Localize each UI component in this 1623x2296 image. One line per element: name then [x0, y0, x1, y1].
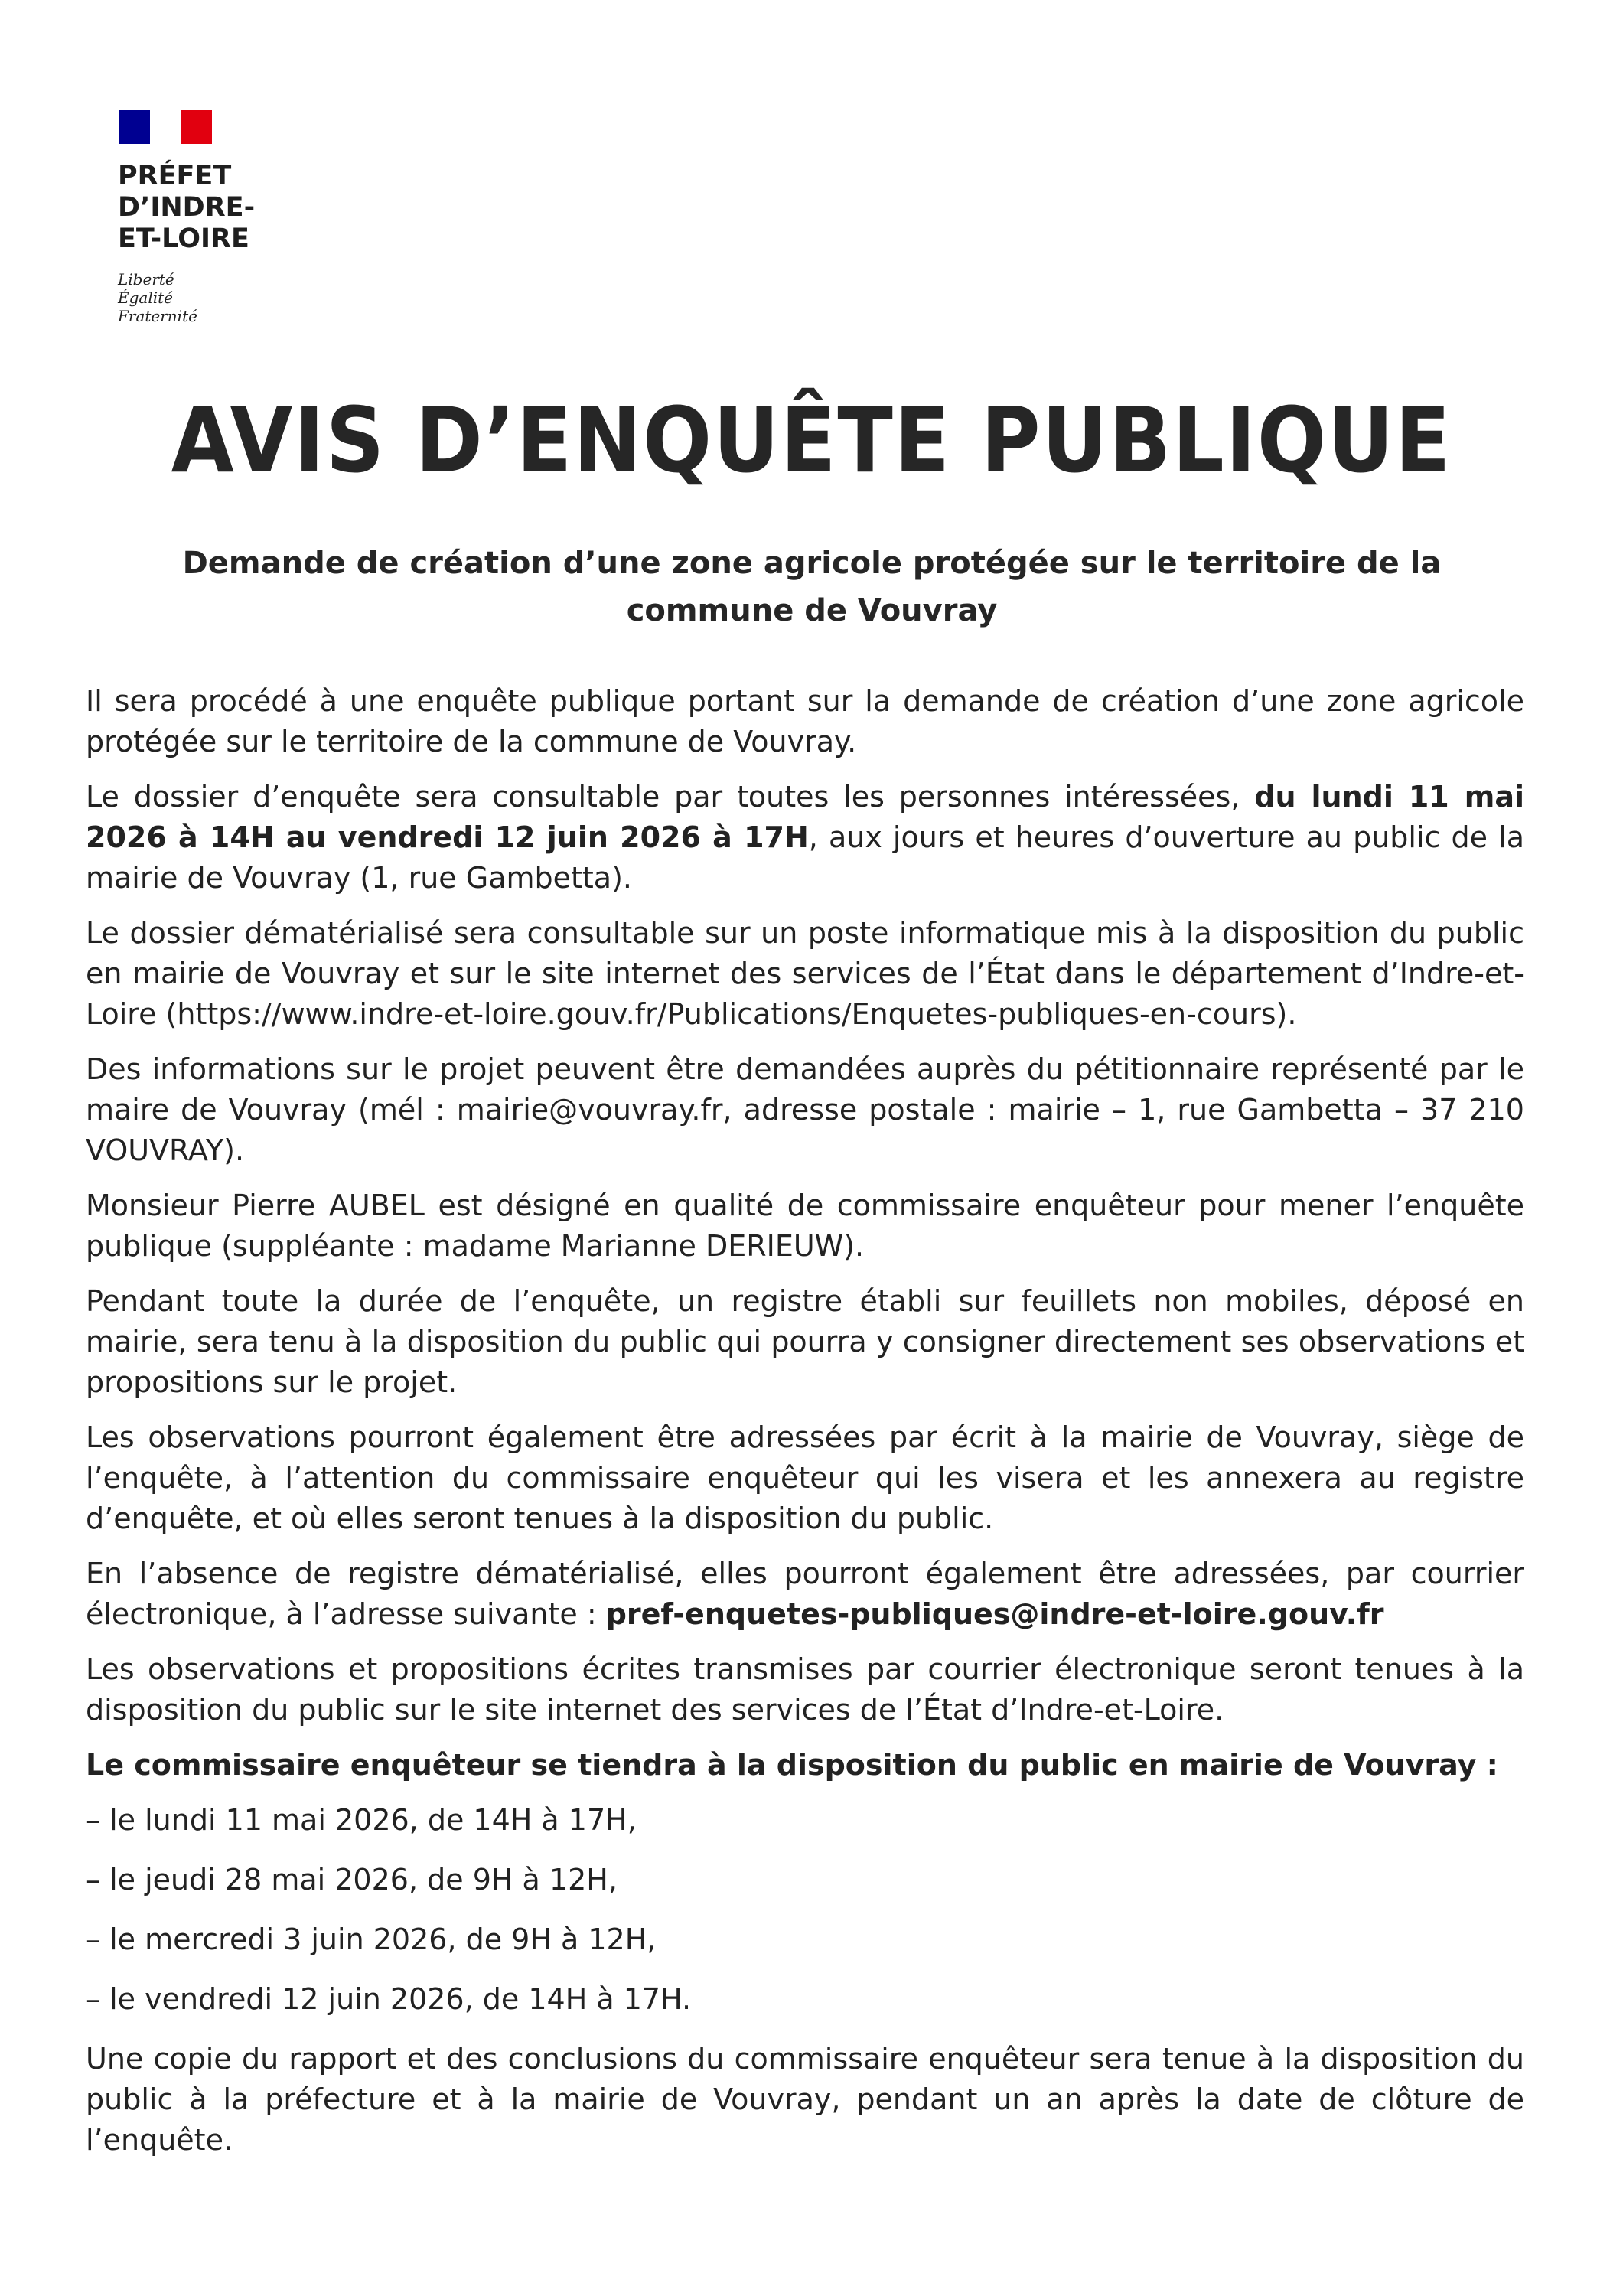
permanence-heading-text: Le commissaire enquêteur se tiendra à la disposition du public en mairie de Vouvray : [86, 1748, 1498, 1782]
paragraph: Les observations pourront également être adressées par écrit à la mairie de Vouvray, siège de l’enquête, à l’attention du commissaire enquêteur qui les visera et les annexera au registre d’enquête, et où elles seront tenues à la disposition du public. [86, 1420, 1524, 1535]
paragraph: Pendant toute la durée de l’enquête, un registre établi sur feuillets non mobiles, déposé en mairie, sera tenu à la disposition du public qui pourra y consigner directement ses observations et propositions sur le projet. [86, 1284, 1524, 1399]
permanence-item: – le jeudi 28 mai 2026, de 9H à 12H, [86, 1860, 1524, 1900]
contact-email: pref-enquetes-publiques@indre-et-loire.gouv.fr [605, 1597, 1384, 1631]
page-subtitle: Demande de création d’une zone agricole protégée sur le territoire de la commune de Vouvray [182, 546, 1442, 628]
republic-motto [118, 270, 363, 325]
paragraph: Monsieur Pierre AUBEL est désigné en qualité de commissaire enquêteur pour mener l’enquête publique (suppléante : madame Marianne DERIEUW). [86, 1189, 1524, 1263]
paragraph-text: Le dossier d’enquête sera consultable par toutes les personnes intéressées, [86, 780, 1255, 814]
paragraph: Une copie du rapport et des conclusions du commissaire enquêteur sera tenue à la disposition du public à la préfecture et à la mairie de Vouvray, pendant un an après la date de clôture de l’enquête. [86, 2042, 1524, 2157]
paragraph [86, 777, 1524, 899]
authority-line: D’INDRE- [118, 192, 256, 223]
motto-line: Fraternité [118, 307, 197, 325]
prefecture-logo-block [118, 110, 363, 325]
permanence-list [86, 1800, 1524, 2020]
permanence-heading [86, 1745, 1524, 1786]
flag-red-band [181, 110, 212, 144]
permanence-item: – le vendredi 12 juin 2026, de 14H à 17H. [86, 1979, 1524, 2020]
paragraph: Les observations et propositions écrites transmises par courrier électronique seront tenues à la disposition du public sur le site internet des services de l’État d’Indre-et-Loire. [86, 1652, 1524, 1727]
notice-body [86, 681, 1524, 2175]
inquiry-period: du lundi 11 mai 2026 à 14H au vendredi 12 juin 2026 à 17H [86, 780, 1524, 854]
paragraph-text: En l’absence de registre dématérialisé, elles pourront également être adressées, par courrier électronique, à l’adresse suivante : [86, 1557, 1524, 1631]
motto-line: Égalité [118, 289, 173, 307]
paragraph: Il sera procédé à une enquête publique portant sur la demande de création d’une zone agricole protégée sur le territoire de la commune de Vouvray. [86, 684, 1524, 758]
permanence-item: – le lundi 11 mai 2026, de 14H à 17H, [86, 1800, 1524, 1841]
motto-line: Liberté [118, 270, 174, 289]
page-title: AVIS D’ENQUÊTE PUBLIQUE [171, 387, 1452, 493]
permanence-item: – le mercredi 3 juin 2026, de 9H à 12H, [86, 1919, 1524, 1960]
flag-white-band [150, 110, 181, 144]
paragraph: Le dossier dématérialisé sera consultable sur un poste informatique mis à la disposition du public en mairie de Vouvray et sur le site internet des services de l’État dans le département d’Indre-et-Loire (https://www.indre-et-loire.gouv.fr/Publications/Enquetes-publiques-en-cours). [86, 916, 1524, 1031]
paragraph-text: , aux jours et heures d’ouverture au public de la mairie de Vouvray (1, rue Gambetta). [86, 820, 1524, 895]
authority-line: ET-LOIRE [118, 223, 249, 254]
authority-line: PRÉFET [118, 161, 232, 191]
paragraph: Des informations sur le projet peuvent être demandées auprès du pétitionnaire représenté par le maire de Vouvray (mél : mairie@vouvray.fr, adresse postale : mairie – 1, rue Gambetta – 37 210 VOUVRAY). [86, 1052, 1524, 1167]
paragraph [86, 1554, 1524, 1635]
authority-name [118, 161, 363, 255]
flag-blue-band [119, 110, 150, 144]
french-flag-logo [119, 110, 212, 144]
